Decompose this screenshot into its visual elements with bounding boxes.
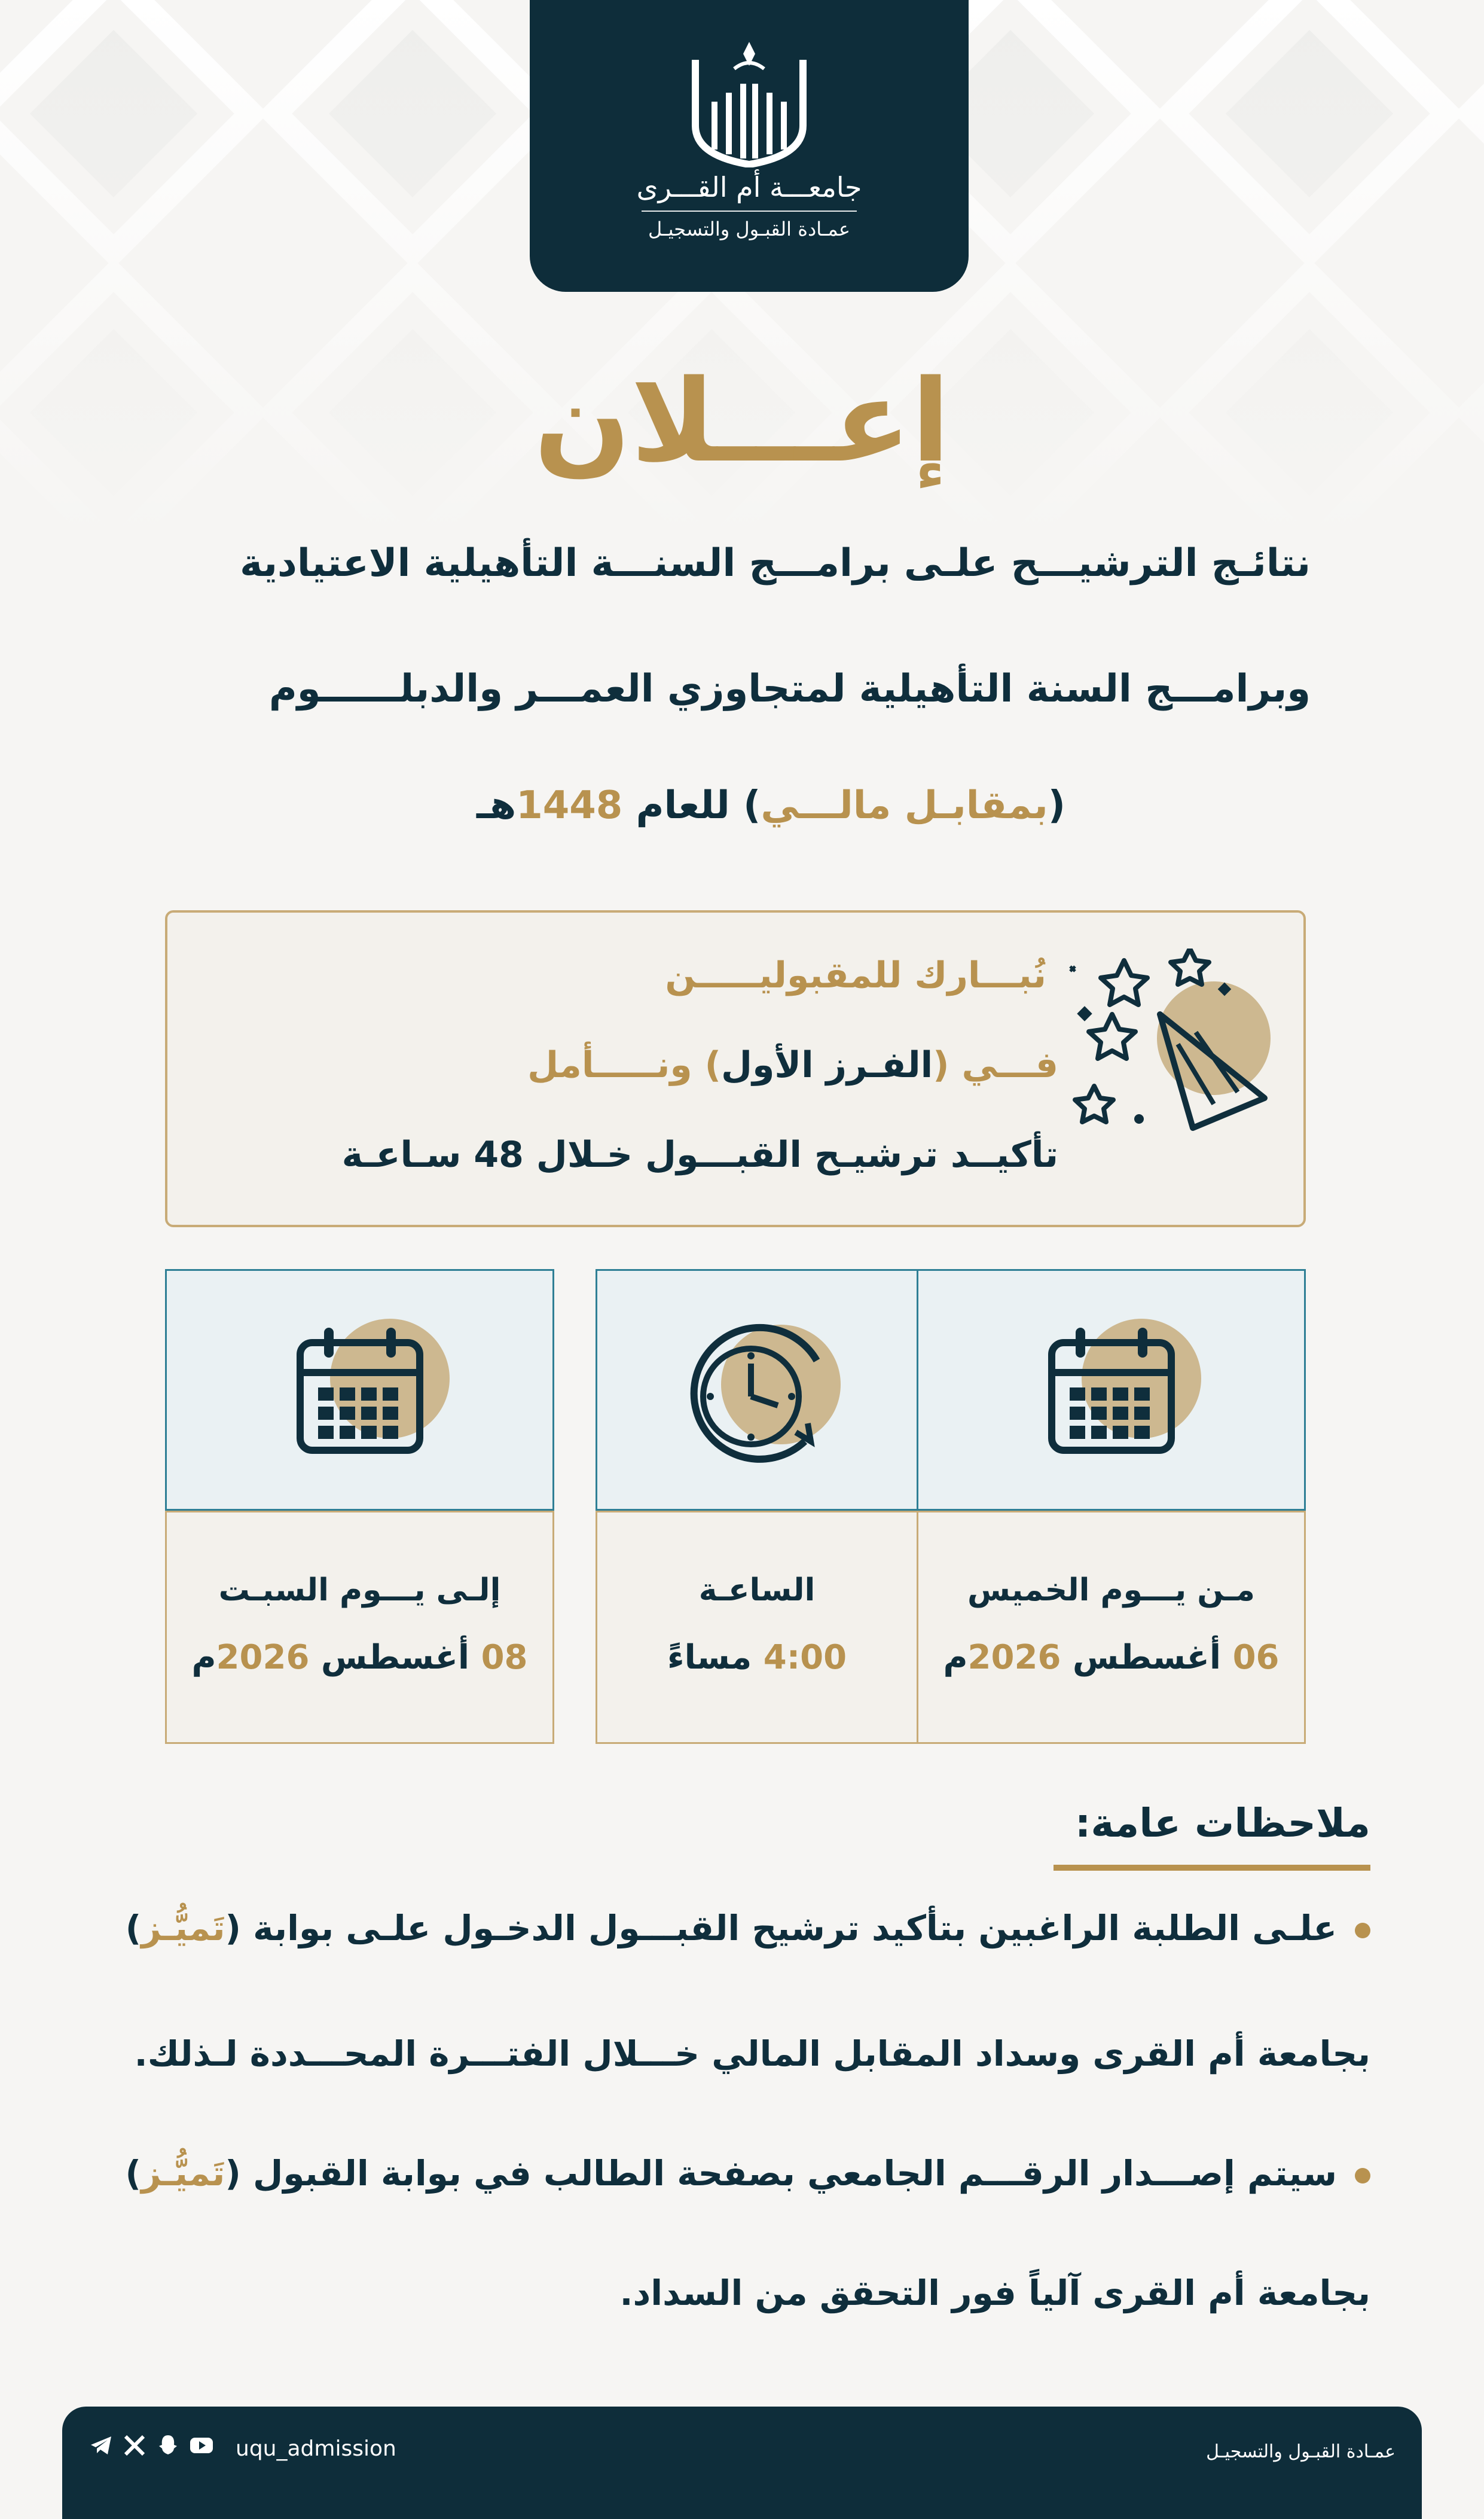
start-date-icon-cell [917,1269,1306,1511]
congrats-line-3: تأكيــد ترشيـح القبـــول خـلال 48 سـاعـة [341,1134,1058,1176]
university-logo-panel [530,0,969,292]
youtube-icon[interactable] [189,2433,214,2458]
note-1-line-1 [115,1908,1370,1948]
start-day: 06 [1232,1638,1280,1677]
paren-open: ( [1048,783,1065,828]
headline-line-2: وبرامـــج السنة التأهيلية لمتجاوزي العمـــر والدبلــــــوم [268,667,1311,711]
announcement-title: إعـــلان [533,355,951,487]
start-date-value [918,1638,1304,1677]
snapchat-icon[interactable] [155,2433,181,2458]
time-period: مساءً [667,1638,752,1677]
time-icon-cell [596,1269,918,1511]
logo-divider [642,211,857,212]
calendar-icon [1016,1313,1207,1468]
congrats-line-2 [527,1044,1058,1086]
bullet-icon [1355,1923,1370,1938]
year-number: 1448 [516,783,623,828]
x-icon[interactable] [122,2433,147,2458]
notes-underline [1054,1865,1370,1871]
deanship-name: عمـادة القبـول والتسجيـل [648,218,850,240]
end-date-value [167,1638,552,1677]
end-month: أغسطس [320,1638,470,1677]
footer-bar [62,2407,1422,2519]
end-year: 2026 [216,1638,310,1677]
social-handle[interactable]: uqu_admission [236,2436,396,2461]
end-date-icon-cell [165,1269,554,1511]
end-suffix: م [191,1638,216,1677]
bullet-icon [1355,2168,1370,2183]
congratulations-panel [165,910,1306,1227]
time-value [597,1638,917,1677]
end-date-card [165,1511,554,1744]
congrats-in: فـــي ( [933,1044,1058,1086]
year-prefix: ) للعام [622,783,761,828]
notes-title: ملاحظات عامة: [1074,1800,1370,1846]
start-year: 2026 [967,1638,1061,1677]
start-date-card [917,1511,1306,1744]
time-card [596,1511,918,1744]
tamayuz-portal-name: تَميُّـز [141,1908,225,1948]
paid-program-label: بمقابـل مالـــي [761,783,1048,828]
note-1-close: ) [125,1908,142,1948]
note-1-line-2: بجامعة أم القرى وسداد المقابل المالي خـــلال الفتـــرة المحـــددة لـذلك. [134,2033,1370,2074]
end-day: 08 [481,1638,528,1677]
tamayuz-portal-name: تَميُّـز [141,2153,225,2194]
headline-line-1: نتائـج الترشيـــح علـى برامـــج السنـــة التأهيلية الاعتيادية [240,541,1311,585]
note-2-text: سيتم إصـــدار الرقـــم الجامعي بصفحة الطالب في بوابة القبول ( [225,2153,1337,2194]
start-suffix: م [943,1638,968,1677]
note-1-text: علـى الطلبة الراغبين بتأكيد ترشيح القبـــول الدخـول علـى بوابة ( [225,1908,1337,1948]
headline-line-3 [408,783,1065,828]
end-date-label: إلـى يـــوم السبـت [218,1572,501,1608]
note-2-line-1 [115,2153,1370,2194]
start-month: أغسطس [1072,1638,1222,1677]
telegram-icon[interactable] [88,2433,114,2458]
first-round-label: الفـرز الأول [721,1044,933,1086]
note-2-close: ) [125,2153,142,2194]
time-label: الساعـة [698,1572,816,1608]
note-2-line-2: بجامعة أم القرى آلياً فور التحقق من السداد. [619,2273,1370,2313]
university-name: جامعـــة أم القـــرى [636,171,862,203]
hijri-suffix: هـ [476,783,517,828]
clock-icon [667,1313,859,1474]
university-emblem-icon [677,36,821,167]
party-popper-icon [1058,949,1280,1152]
calendar-icon [264,1313,456,1468]
footer-department: عمـادة القبـول والتسجيـل [1206,2441,1396,2462]
time-number: 4:00 [763,1638,847,1677]
congrats-line-1: نُبـــارك للمقبوليـــــن [665,954,1046,996]
congrats-hope: ) ونـــــأمل [527,1044,722,1086]
social-icons [88,2433,214,2458]
start-date-label: مـن يـــوم الخميس [967,1572,1255,1608]
